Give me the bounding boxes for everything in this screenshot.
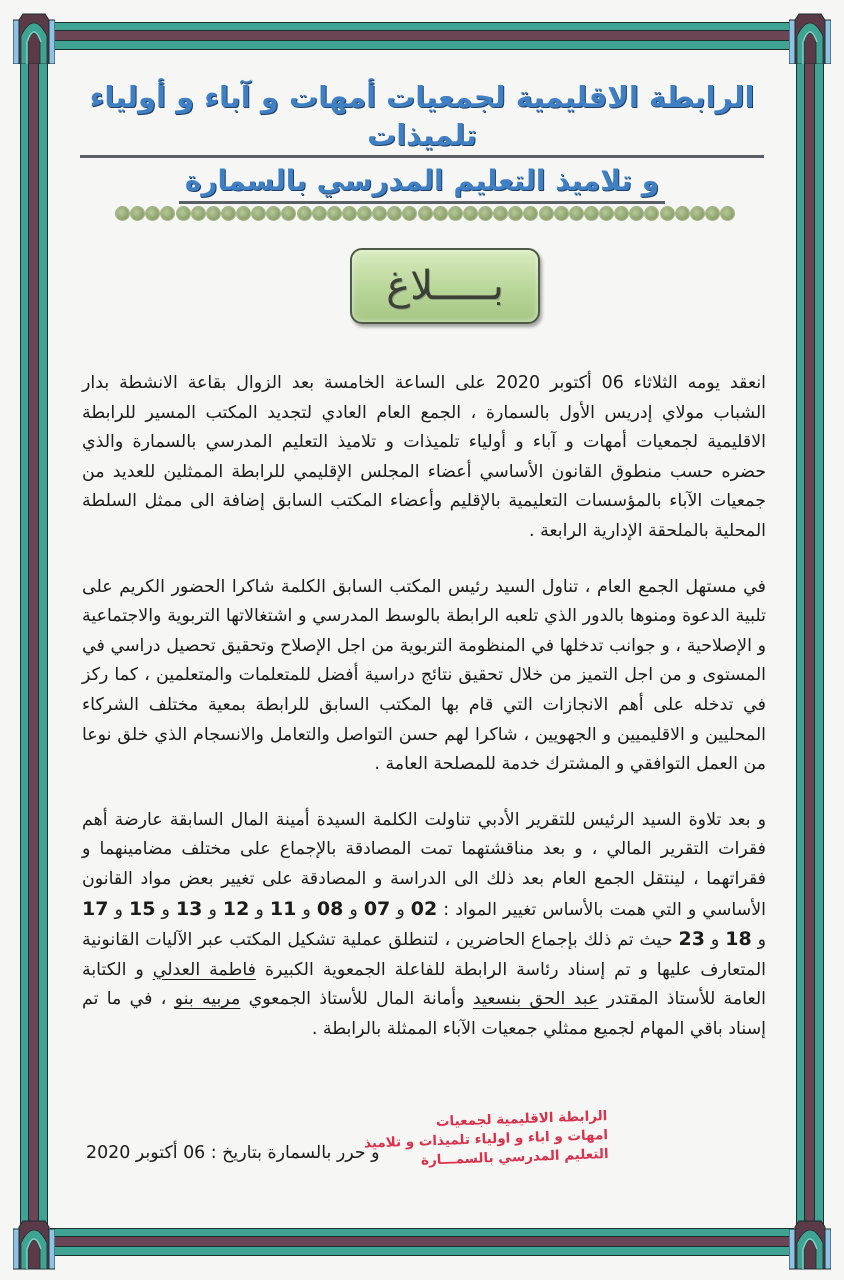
treasurer-name: مربيه بنو	[174, 989, 241, 1010]
article-number: 11	[269, 897, 297, 920]
article-conjunction: و	[751, 930, 766, 951]
article-conjunction: و	[249, 899, 270, 920]
ornament-dot	[282, 207, 295, 220]
frame-border-right	[796, 45, 824, 1235]
ornament-dot	[479, 207, 492, 220]
dotted-ornament-divider	[116, 204, 734, 222]
ornament-dot	[177, 207, 190, 220]
frame-corner-arch-icon	[789, 8, 831, 64]
paragraph-3	[82, 806, 766, 1045]
issue-date-line: و حرر بالسمارة بتاريخ : 06 أكتوبر 2020	[86, 1143, 380, 1163]
ornament-dot	[721, 207, 734, 220]
header-line-1: الرابطة الاقليمية لجمعيات أمهات و آباء و أولياء تلميذات	[80, 78, 764, 158]
article-number: 12	[222, 897, 250, 920]
article-conjunction: و	[202, 899, 223, 920]
frame-border-bottom	[50, 1228, 794, 1256]
ornament-dot	[373, 207, 386, 220]
ornament-dot	[691, 207, 704, 220]
article-number: 15	[128, 897, 156, 920]
article-number: 13	[175, 897, 203, 920]
ornament-dot	[615, 207, 628, 220]
document-header	[80, 78, 764, 208]
frame-corner-arch-icon	[789, 1215, 831, 1271]
stamp-line-1: الرابطة الاقليمية لجمعيات	[435, 1108, 608, 1131]
article-conjunction: و	[296, 899, 317, 920]
article-number: 07	[363, 897, 391, 920]
frame-border-top	[50, 22, 794, 50]
paragraph-2: في مستهل الجمع العام ، تناول السيد رئيس المكتب السابق الكلمة شاكرا الحضور الكريم على تلبية الدعوة ومنوها بالدور الذي تلعبه الرابطة بالوسط المدرسي و اشتغالاتها التربوية والاجتماعية و الإصلاحية ، و جوانب تدخلها في المنظومة التربوية من اجل الإصلاح وتحقيق تحصيل دراسي في المستوى و من اجل التميز من خلال تحقيق نتائج دراسية أفضل للمتعلمات والمتعلمين ، كما ركز في تدخله على أهم الانجازات التي قام بها المكتب السابق للرابطة بمعية مختلف الشركاء المحليين و الاقليميين و الجهويين ، شاكرا لهم حسن التواصل والتعامل والانسجام الذي خلق نوعا من العمل التوافقي و المشترك خدمة للمصلحة العامة .	[82, 576, 766, 775]
ornament-dot	[419, 207, 432, 220]
ornament-dot	[494, 207, 507, 220]
president-name: فاطمة العدلي	[152, 959, 256, 980]
ornament-dot	[161, 207, 174, 220]
ornament-dot	[600, 207, 613, 220]
ornament-dot	[131, 207, 144, 220]
ornament-dot	[267, 207, 280, 220]
ornament-dot	[540, 207, 553, 220]
ornament-dot	[585, 207, 598, 220]
article-number: 02	[410, 897, 438, 920]
ornament-dot	[464, 207, 477, 220]
frame-border-left	[20, 45, 48, 1235]
paragraph-1: انعقد يومه الثلاثاء 06 أكتوبر 2020 على الساعة الخامسة بعد الزوال بقاعة الانشطة بدار الشباب مولاي إدريس الأول بالسمارة ، الجمع العام العادي لتجديد المكتب المسير للرابطة الاقليمية لجمعيات أمهات و آباء و أولياء تلميذات و تلاميذ التعليم المدرسي بالسمارة والذي حضره حسب منطوق القانون الأساسي أعضاء المجلس الإقليمي للرابطة الممثلين للعديد من جمعيات الآباء بالمؤسسات التعليمية بالإقليم وأعضاء المكتب السابق إضافة الى ممثل السلطة المحلية بالملحقة الإدارية الرابعة .	[82, 373, 767, 541]
ornament-dot	[403, 207, 416, 220]
article-number: 17	[82, 897, 109, 920]
ornament-dot	[237, 207, 250, 220]
document-title: بـــــلاغ	[386, 263, 504, 309]
ornament-dot	[207, 207, 220, 220]
header-line-2: و تلاميذ التعليم المدرسي بالسمارة	[179, 162, 665, 204]
ornament-dot	[645, 207, 658, 220]
stamp-line-2: امهات و اباء و اولياء تلميذات و تلاميذ	[363, 1127, 609, 1152]
ornament-dot	[388, 207, 401, 220]
ornament-dot	[116, 207, 129, 220]
paragraph-3-secretary-text: و الكتابة العامة للأستاذ المقتدر	[82, 959, 766, 1010]
ornament-dot	[449, 207, 462, 220]
ornament-dot	[630, 207, 643, 220]
document-body	[82, 369, 766, 1070]
ornament-dot	[524, 207, 537, 220]
ornament-dot	[676, 207, 689, 220]
article-number: 18	[725, 928, 752, 951]
ornament-dot	[192, 207, 205, 220]
paragraph-3-treasurer-text: وأمانة المال للأستاذ الجمعوي	[240, 989, 473, 1010]
frame-corner-arch-icon	[13, 1215, 55, 1271]
ornament-dot	[434, 207, 447, 220]
paragraph-3-intro: و بعد تلاوة السيد الرئيس للتقرير الأدبي تناولت الكلمة السيدة أمينة المال السابقة عارضة أهم فقرات التقرير المالي ، و بعد مناقشتهما تمت المصادقة بالإجماع على مختلف مضامينهما و فقراتهما ، لينتقل الجمع العام بعد ذلك الى الدراسة و المصادقة على تغيير بعض مواد القانون الأساسي و التي همت بالأساس تغيير المواد :	[82, 809, 766, 920]
ornament-dot	[661, 207, 674, 220]
ornament-dot	[706, 207, 719, 220]
paragraph-3-election: حيث تم ذلك بإجماع الحاضرين ، لتنطلق عملية تشكيل المكتب عبر الآليات القانونية المتعارف عليها و تم إسناد رئاسة الرابطة للفاعلة الجمعوية الكبيرة	[82, 930, 766, 980]
article-number: 08	[316, 897, 344, 920]
association-stamp	[363, 1107, 609, 1170]
frame-corner-arch-icon	[13, 8, 55, 64]
secretary-name: عبد الحق بنسعيد	[472, 989, 599, 1010]
ornament-dot	[343, 207, 356, 220]
ornament-dot	[298, 207, 311, 220]
article-conjunction: و	[343, 899, 364, 920]
ornament-dot	[509, 207, 522, 220]
ornament-dot	[146, 207, 159, 220]
ornament-dot	[358, 207, 371, 220]
ornament-dot	[328, 207, 341, 220]
ornament-dot	[222, 207, 235, 220]
title-box	[350, 248, 540, 324]
stamp-line-3: التعليم المدرسي بالسمـــارة	[420, 1146, 609, 1169]
article-conjunction: و	[108, 899, 129, 920]
paragraph-3-closing: ، في ما تم إسناد باقي المهام لجميع ممثلي جمعيات الآباء الممثلة بالرابطة .	[82, 989, 766, 1039]
article-conjunction: و	[155, 899, 176, 920]
ornament-dot	[570, 207, 583, 220]
article-conjunction: و	[705, 930, 726, 951]
article-conjunction: و	[390, 899, 411, 920]
ornament-dot	[555, 207, 568, 220]
ornament-dot	[252, 207, 265, 220]
ornament-dot	[313, 207, 326, 220]
article-number: 23	[678, 928, 705, 951]
